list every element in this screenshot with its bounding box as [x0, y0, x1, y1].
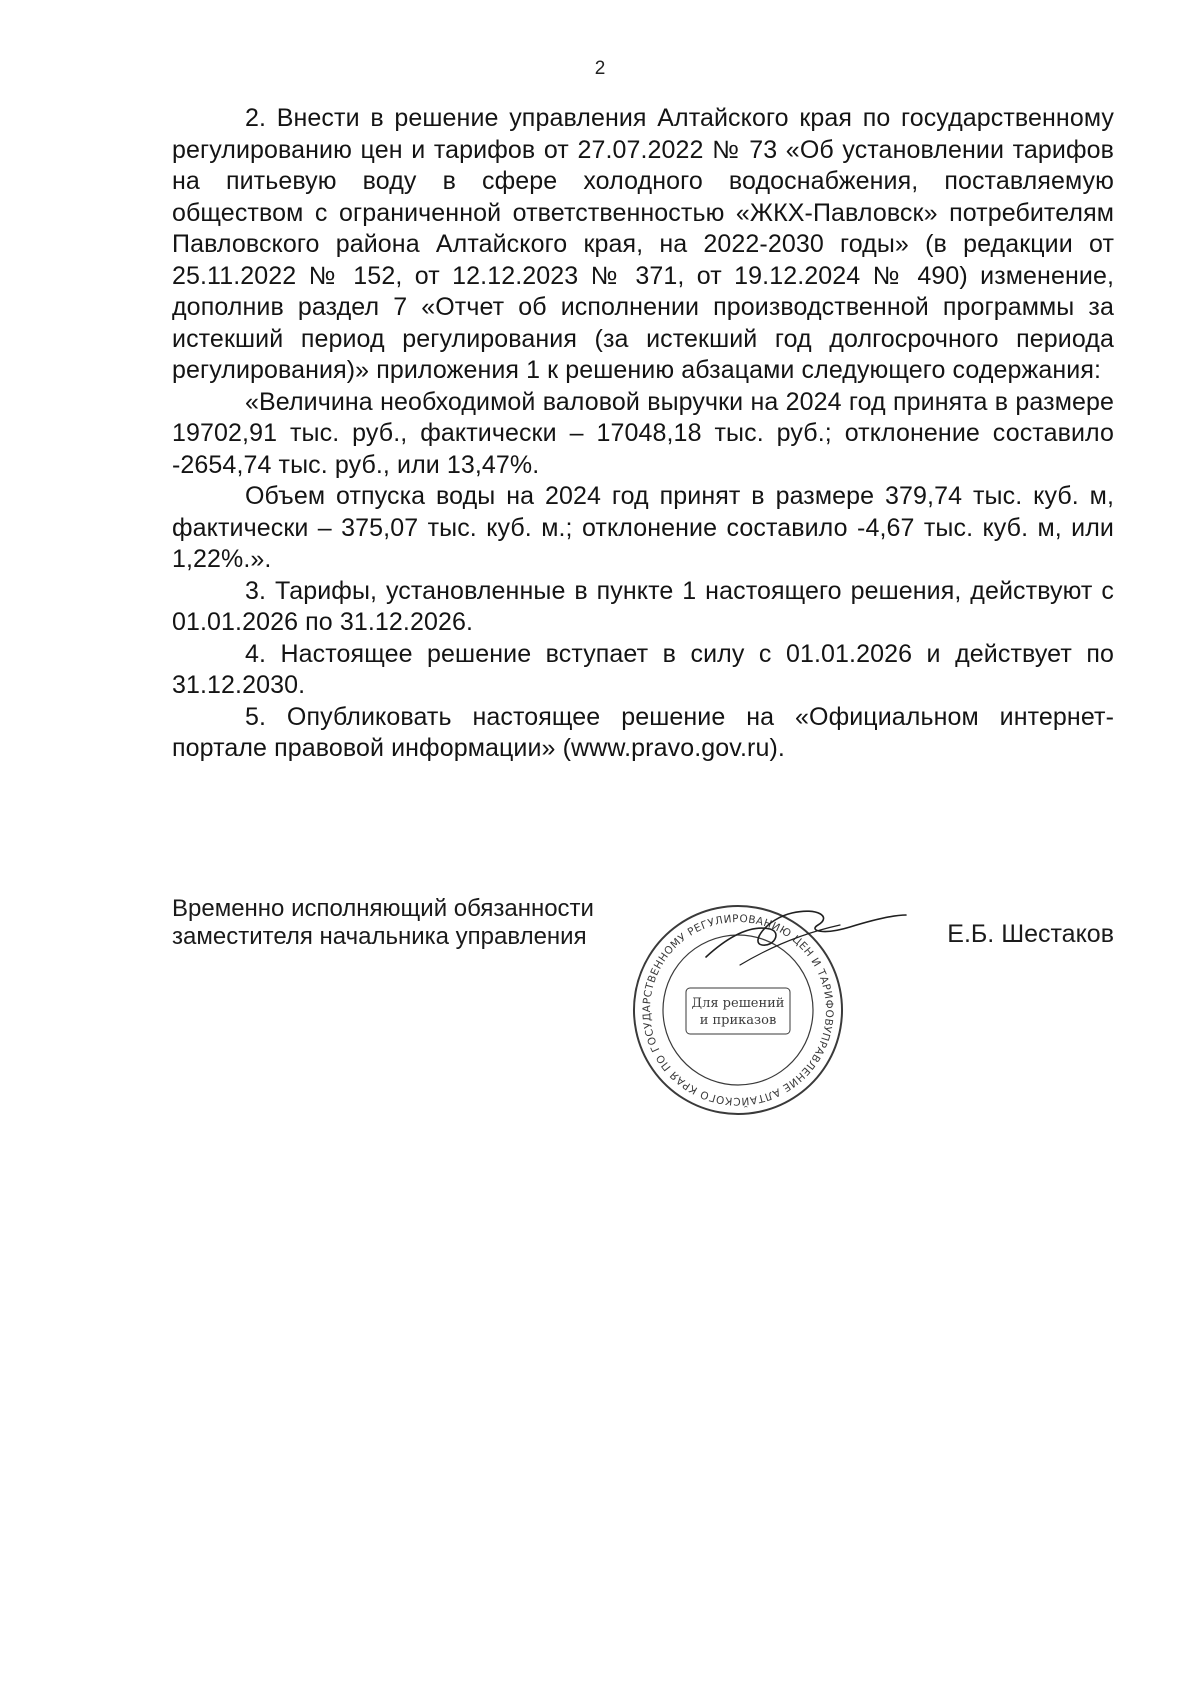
paragraph-water-volume: Объем отпуска воды на 2024 год принят в размере 379,74 тыс. куб. м, фактически – 375,07 тыс. куб. м.; отклонение составило -4,67 тыс. куб. м, или 1,22%.».	[172, 482, 1114, 573]
seal-outer-text: УПРАВЛЕНИЕ АЛТАЙСКОГО КРАЯ ПО ГОСУДАРСТВЕННОМУ РЕГУЛИРОВАНИЮ ЦЕН И ТАРИФОВ	[640, 912, 836, 1108]
paragraph-revenue: «Величина необходимой валовой выручки на 2024 год принята в размере 19702,91 тыс. руб., фактически – 17048,18 тыс. руб.; отклонение составило -2654,74 тыс. руб., или 13,47%.	[172, 387, 1114, 479]
paragraph-effective-date: 4. Настоящее решение вступает в силу с 01.01.2026 и действует по 31.12.2030.	[172, 639, 1114, 699]
decision-body	[172, 103, 1114, 765]
page-number: 2	[594, 58, 606, 79]
signatory-position-line-2: заместителя начальника управления	[172, 923, 587, 950]
paragraph-tariff-period: 3. Тарифы, установленные в пункте 1 настоящего решения, действуют с 01.01.2026 по 31.12.2026.	[172, 576, 1114, 636]
signatory-name: Е.Б. Шестаков	[947, 920, 1114, 948]
handwritten-signature	[700, 895, 910, 985]
paragraph-amendment: 2. Внести в решение управления Алтайского края по государственному регулированию цен и тарифов от 27.07.2022 № 73 «Об установлении тарифов на питьевую воду в сфере холодного водоснабжения, поставляемую обществом с ограниченной ответственностью «ЖКХ-Павловск» потребителям Павловского района Алтайского края, на 2022-2030 годы» (в редакции от 25.11.2022 № 152, от 12.12.2023 № 371, от 19.12.2024 № 490) изменение, дополнив раздел 7 «Отчет об исполнении производственной программы за истекший период регулирования (за истекший год долгосрочного периода регулирования)» приложения 1 к решению абзацами следующего содержания:	[172, 104, 1114, 384]
seal-center-line-2: и приказов	[699, 1013, 777, 1028]
signatory-position	[172, 895, 594, 951]
signatory-position-line-1: Временно исполняющий обязанности	[172, 895, 594, 922]
seal-center-line-1: Для решений	[691, 996, 785, 1011]
paragraph-publication: 5. Опубликовать настоящее решение на «Официальном интернет-портале правовой информации» (www.pravo.gov.ru).	[172, 702, 1114, 762]
